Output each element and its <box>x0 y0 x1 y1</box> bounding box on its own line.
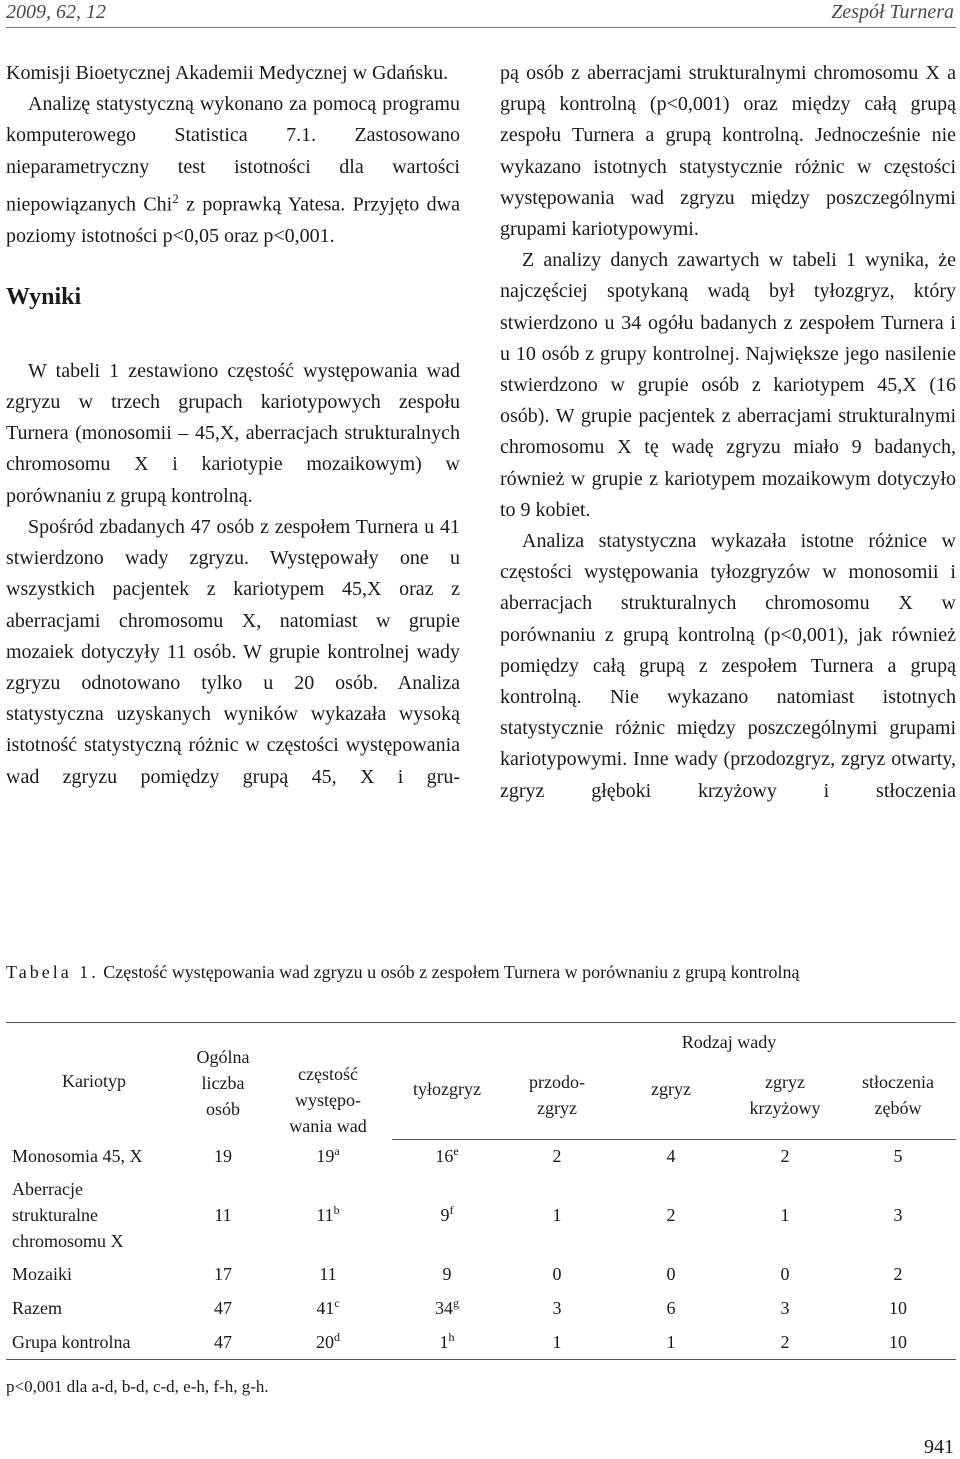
group-header: Rodzaj wady <box>502 1023 956 1063</box>
table-footnote: p<0,001 dla a-d, b-d, c-d, e-h, f-h, g-h. <box>6 1377 269 1396</box>
paragraph: Spośród zbadanych 47 osób z zespołem Turnera u 41 stwierdzono wady zgryzu. Występowały one u wszystkich pacjentek z kariotypem 45,X oraz z aberracjami chromosomu X, natomiast w grupie mozaiek dotyczyły 11 osób. W grupie kontrolnej wady zgryzu odnotowano tylko u 20 osób. Analiza statystyczna uzyskanych wyników wykazała wysoką istotność statystyczną różnic w częstości występowania wad zgryzu pomiędzy grupą 45, X i gru- <box>6 515 460 788</box>
paragraph: Z analizy danych zawartych w tabeli 1 wynika, że najczęściej spotykaną wadą był tyłozgryz, który stwierdzono u 34 ogółu badanych z zespołem Turnera i u 10 osób z grupy kontrolnej. Największe jego nasilenie stwierdzono w grupie osób z kariotypem 45,X (16 osób). W grupie pacjentek z aberracjami strukturalnymi chromosomu X tę wadę zgryzu miało 9 badanych, również w grupie z kariotypem mozaikowym dotyczyło to 9 kobiet. <box>500 249 956 521</box>
table-row: Aberracje strukturalne chromosomu X 11 11$^b$ 9$^f$ 1 2 1 3 <box>12 1179 903 1251</box>
paragraph: W tabeli 1 zestawiono częstość występowania wad zgryzu w trzech grupach kariotypowych zespołu Turnera (monosomii – 45,X, aberracjach strukturalnych chromosomu X i kariotypie mozaikowym) w porównaniu z grupą kontrolną. <box>6 359 460 507</box>
running-header <box>0 0 960 28</box>
journal-citation: 2009, 62, 12 <box>6 1 106 23</box>
col-header-stloczenia: stłoczenia zębów <box>840 1062 956 1139</box>
left-column <box>6 58 460 793</box>
table-caption-text: Częstość występowania wad zgryzu u osób z zespołem Turnera w porównaniu z grupą kontrolną <box>98 962 800 982</box>
table-caption <box>6 960 956 985</box>
col-header-total: Ogólna liczba osób <box>182 1023 264 1140</box>
running-title: Zespół Turnera <box>831 1 954 23</box>
section-heading: Wyniki <box>6 283 82 310</box>
col-header-tylozgryz: tyłozgryz <box>392 1062 502 1139</box>
right-column <box>500 58 956 807</box>
paragraph: Komisji Bioetycznej Akademii Medycznej w Gdańsku. <box>6 62 449 84</box>
data-table <box>6 1022 956 1360</box>
table-label: Tabela 1. <box>6 962 99 982</box>
paragraph: pą osób z aberracjami strukturalnymi chromosomu X a grupą kontrolną (p<0,001) oraz między całą grupą zespołu Turnera a grupą kontrolną. Jednocześnie nie wykazano istotnych statystycznie różnic w częstości występowania wad zgryzu między poszczególnymi grupami kariotypowymi. <box>500 62 956 241</box>
table-row: Mozaiki 17 11 9 0 0 0 2 <box>12 1264 903 1284</box>
col-header-przodozgryz: przodo- zgryz <box>502 1062 612 1139</box>
col-header-zgryz: zgryz <box>612 1062 730 1139</box>
header-rule <box>6 27 956 28</box>
table-row: Monosomia 45, X 19 19$^a$ 16e 2 4 2 5 <box>12 1144 903 1167</box>
col-header-frequency: częstość występo- wania wad <box>264 1023 392 1140</box>
paragraph: Analizę statystyczną wykonano za pomocą programu komputerowego Statistica 7.1. Zastosowano nieparametryczny test istotności dla wartości niepowiązanych Chi$^2$ z poprawką Yatesa. Przyjęto dwa poziomy istotności p<0,05 oraz p<0,001. <box>6 93 460 247</box>
table-row: Razem 47 41$^c$ 34$^g$ 3 6 3 10 <box>12 1296 907 1318</box>
table-row: Grupa kontrolna 47 20$^d$ 1$^h$ 1 1 2 10 <box>6 1325 956 1359</box>
page-number: 941 <box>924 1436 954 1458</box>
group-header-spacer <box>392 1023 502 1063</box>
col-header-kariotyp: Kariotyp <box>6 1023 182 1140</box>
col-header-krzyzowy: zgryz krzyżowy <box>730 1062 840 1139</box>
paragraph: Analiza statystyczna wykazała istotne różnice w częstości występowania tyłozgryzów w monosomii i aberracjach strukturalnych chromosomu X w porównaniu z grupą kontrolną (p<0,001), jak również pomiędzy całą grupą z zespołem Turnera a grupą kontrolną. Nie wykazano natomiast istotnych statystycznie różnic między poszczególnymi grupami kariotypowymi. Inne wady (przodozgryz, zgryz otwarty, zgryz głęboki krzyżowy i stłoczenia <box>500 530 956 802</box>
